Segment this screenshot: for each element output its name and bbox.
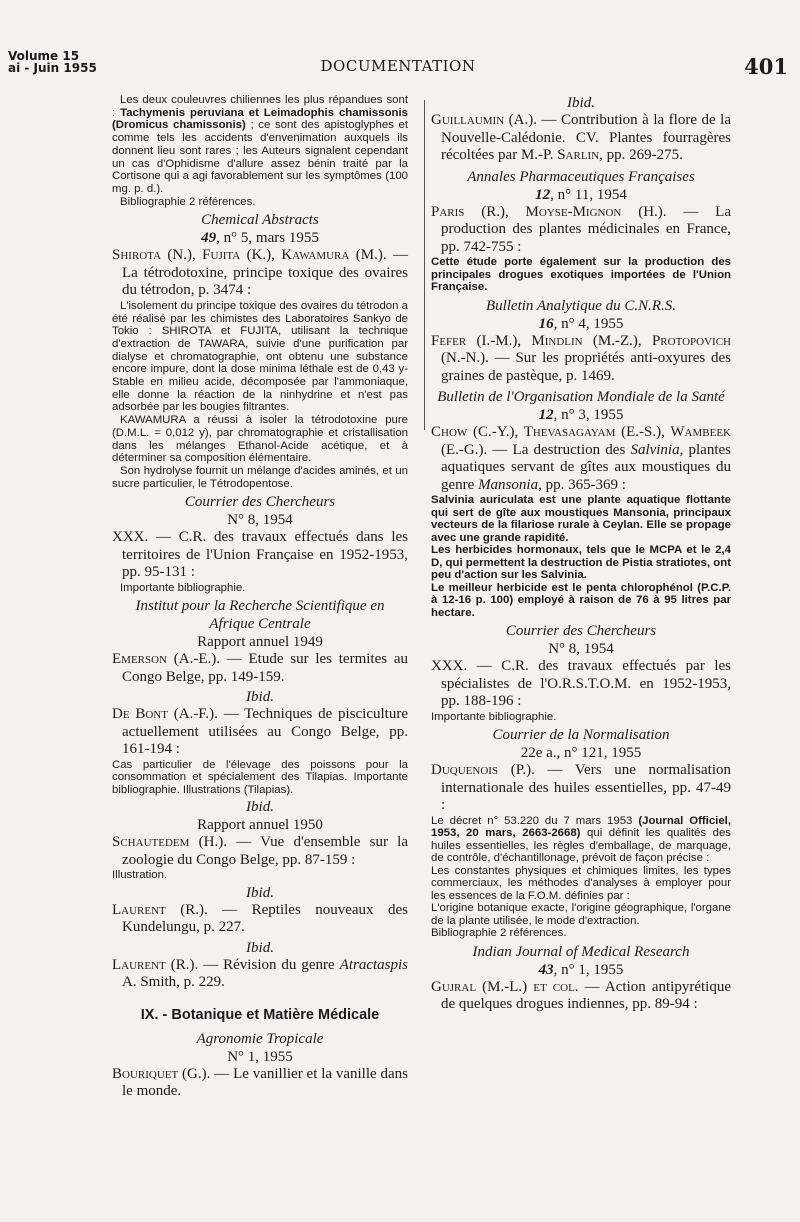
- journal-issue: 12, n° 11, 1954: [535, 186, 627, 203]
- journal-issue: N° 8, 1954: [548, 641, 614, 657]
- reference-note: Illustration.: [112, 869, 168, 882]
- journal-title: Chemical Abstracts: [201, 212, 319, 229]
- reference-entry: Duquenois (P.). — Vers une normalisation internationale des huiles essentielles, pp. 47-49 :: [431, 762, 731, 813]
- journal-issue: N° 1, 1955: [227, 1048, 293, 1065]
- page-header: [8, 44, 788, 84]
- reference-entry: Guillaumin (A.). — Contribution à la flore de la Nouvelle-Calédonie. CV. Plantes fourragères récoltées par M.-P. Sarlin, pp. 269-275.: [431, 112, 731, 163]
- reference-entry: XXX. — C.R. des travaux effectués dans les territoires de l'Union Française en 1952-1953, pp. 95-131 :: [112, 529, 408, 581]
- reference-note: Salvinia auriculata est une plante aquatique flottante qui sert de gîte aux moustiques Mansonia, principaux vecteurs de la filariose rurale à Ceylan. Elle se propage avec une grande rapidité.: [431, 494, 732, 544]
- reference-entry: Laurent (R.). — Révision du genre Atractaspis A. Smith, p. 229.: [112, 956, 409, 991]
- journal-issue: 49, n° 5, mars 1955: [201, 230, 319, 247]
- reference-entry: Chow (C.-Y.), Thevasagayam (E.-S.), Wambeek (E.-G.). — La destruction des Salvinia, plantes aquatiques servant de gîtes aux moustiques du genre Mansonia, pp. 365-369 :: [431, 424, 731, 493]
- reference-entry: Bouriquet (G.). — Le vanillier et la vanille dans le monde.: [112, 1065, 409, 1100]
- reference-note: Bibliographie 2 références.: [431, 927, 567, 939]
- journal-issue: 22e a., n° 121, 1955: [520, 745, 642, 761]
- journal-issue: 16, n° 4, 1955: [538, 315, 624, 332]
- journal-issue: Rapport annuel 1949: [197, 634, 323, 651]
- abstract-text: Les deux couleuvres chiliennes les plus répandues sont : Tachymenis peruviana et Leimadophis chamissonis (Dromicus chamissonis) ; ce sont des apistoglyphes et comme tels les accidents d'envenimation auxquels ils donnent lieu sont rares ; les Auteurs signalent cependant un cas d'Ophidisme d'allure assez bénin traité par la Cortisone qui a agi favorablement sur les symptômes (100 mg. p. d.).: [112, 94, 409, 195]
- journal-title: Bulletin de l'Organisation Mondiale de la Santé: [437, 389, 725, 405]
- abstract-text: L'isolement du principe toxique des ovaires du tétrodon a été réalisé par les chimistes des Laboratoires Sankyo de Tokio : SHIROTA et FUJITA, utilisant la technique d'extraction de TAWARA, suivie d'une purification par dialyse et chromatographie, ont obtenu une substance encore impure, dont la dose minima léthale est de 0,43 y- Stable en milieu acide, décomposée par l'ammoniaque, elle donne la réaction de la ninhydrine et n'est pas adsorbée par les bougies filtrantes.: [112, 299, 408, 414]
- page-number: 401: [744, 54, 788, 79]
- volume-label: Volume 15: [8, 49, 80, 63]
- reference-entry: Shirota (N.), Fujita (K.), Kawamura (M.). — La tétrodotoxine, principe toxique des ovaires du tétrodon, p. 3474 :: [112, 247, 408, 299]
- reference-note: Importante bibliographie.: [431, 710, 557, 723]
- ibid-label: Ibid.: [246, 939, 274, 956]
- abstract-bibliography: Bibliographie 2 références.: [120, 195, 256, 208]
- journal-title: Courrier des Chercheurs: [184, 494, 336, 511]
- column-divider: [424, 100, 425, 430]
- reference-entry: Schautedem (H.). — Vue d'ensemble sur la zoologie du Congo Belge, pp. 87-159 :: [112, 834, 409, 868]
- journal-title: Courrier des Chercheurs: [505, 623, 657, 639]
- reference-entry: Laurent (R.). — Reptiles nouveaux des Kundelungu, p. 227.: [112, 901, 408, 936]
- reference-note: Le décret n° 53.220 du 7 mars 1953 (Journal Officiel, 1953, 20 mars, 2663-2668) qui définit les qualités des huiles essentielles, les règles d'emballage, de marquage, de contrôle, d'échantillonage, prévoit de façon précise :: [431, 814, 732, 864]
- reference-entry: Emerson (A.-E.). — Etude sur les termites au Congo Belge, pp. 149-159.: [112, 651, 408, 685]
- issue-months: ai - Juin 1955: [8, 61, 97, 75]
- journal-title: Bulletin Analytique du C.N.R.S.: [485, 297, 677, 314]
- reference-note: Les herbicides hormonaux, tels que le MCPA et le 2,4 D, qui permettent la destruction de Pistia stratiotes, ont peu d'action sur les Salvinia.: [431, 544, 732, 581]
- journal-issue: 43, n° 1, 1955: [538, 961, 624, 978]
- reference-note: Les constantes physiques et chimiques limites, les types commerciaux, les méthodes d'analyses à employer pour les essences de la F.O.M. définies par :: [431, 864, 731, 902]
- ibid-label: Ibid.: [567, 95, 595, 111]
- running-title: DOCUMENTATION: [320, 57, 476, 75]
- right-column: [431, 94, 731, 1014]
- left-column: [112, 94, 408, 1101]
- reference-note: L'origine botanique exacte, l'origine géographique, l'organe de la plante utilisée, le mode d'extraction.: [431, 902, 731, 927]
- journal-issue: Rapport annuel 1950: [197, 817, 323, 834]
- journal-title: Annales Pharmaceutiques Françaises: [467, 168, 695, 185]
- abstract-text: KAWAMURA a réussi à isoler la tétrodotoxine pure (D.M.L. = 0,012 y), par chromatographie et cristallisation dans les mélanges Ethanol-Acide acétique, et à déterminer sa composition élémentaire.: [112, 414, 408, 465]
- reference-note: Importante bibliographie.: [120, 581, 246, 594]
- abstract-text: Son hydrolyse fournit un mélange d'acides aminés, et un sucre particulier, le Tétrodopentose.: [112, 464, 408, 490]
- journal-title: Indian Journal of Medical Research: [472, 943, 690, 960]
- reference-note: Cas particulier de l'élevage des poissons pour la consommation et spécialement des Tilapias. Importante bibliographie. Illustrations (Tilapias).: [112, 758, 408, 796]
- reference-entry: Gujral (M.-L.) et col. — Action antipyrétique de quelques drogues indiennes, pp. 89-94 :: [431, 978, 731, 1012]
- section-heading: IX. - Botanique et Matière Médicale: [140, 1006, 380, 1023]
- reference-entry: XXX. — C.R. des travaux effectués par les spécialistes de l'O.R.S.T.O.M. en 1952-1953, pp. 188-196 :: [431, 658, 731, 709]
- ibid-label: Ibid.: [246, 689, 274, 706]
- reference-note: Le meilleur herbicide est le penta chlorophénol (P.C.P. à 12-16 p. 100) employé à raison de 76 à 95 litres par hectare.: [431, 581, 731, 619]
- reference-entry: Paris (R.), Moyse-Mignon (H.). — La production des plantes médicinales en France, pp. 742-755 :: [431, 203, 731, 255]
- journal-title: Courrier de la Normalisation: [492, 727, 670, 743]
- journal-title: Institut pour la Recherche Scientifique en Afrique Centrale: [135, 598, 385, 633]
- reference-entry: De Bont (A.-F.). — Techniques de pisciculture actuellement utilisées au Congo Belge, pp. 161-194 :: [112, 706, 408, 758]
- reference-entry: Fefer (I.-M.), Mindlin (M.-Z.), Protopovich (N.-N.). — Sur les propriétés anti-oxyures des graines de pastèque, p. 1469.: [431, 332, 731, 384]
- journal-issue: 12, n° 3, 1955: [538, 407, 624, 423]
- reference-note: Cette étude porte également sur la production des principales drogues exotiques importées de l'Union Française.: [431, 256, 731, 293]
- journal-issue: N° 8, 1954: [227, 512, 293, 529]
- ibid-label: Ibid.: [246, 884, 274, 901]
- ibid-label: Ibid.: [246, 799, 274, 816]
- journal-title: Agronomie Tropicale: [196, 1030, 324, 1047]
